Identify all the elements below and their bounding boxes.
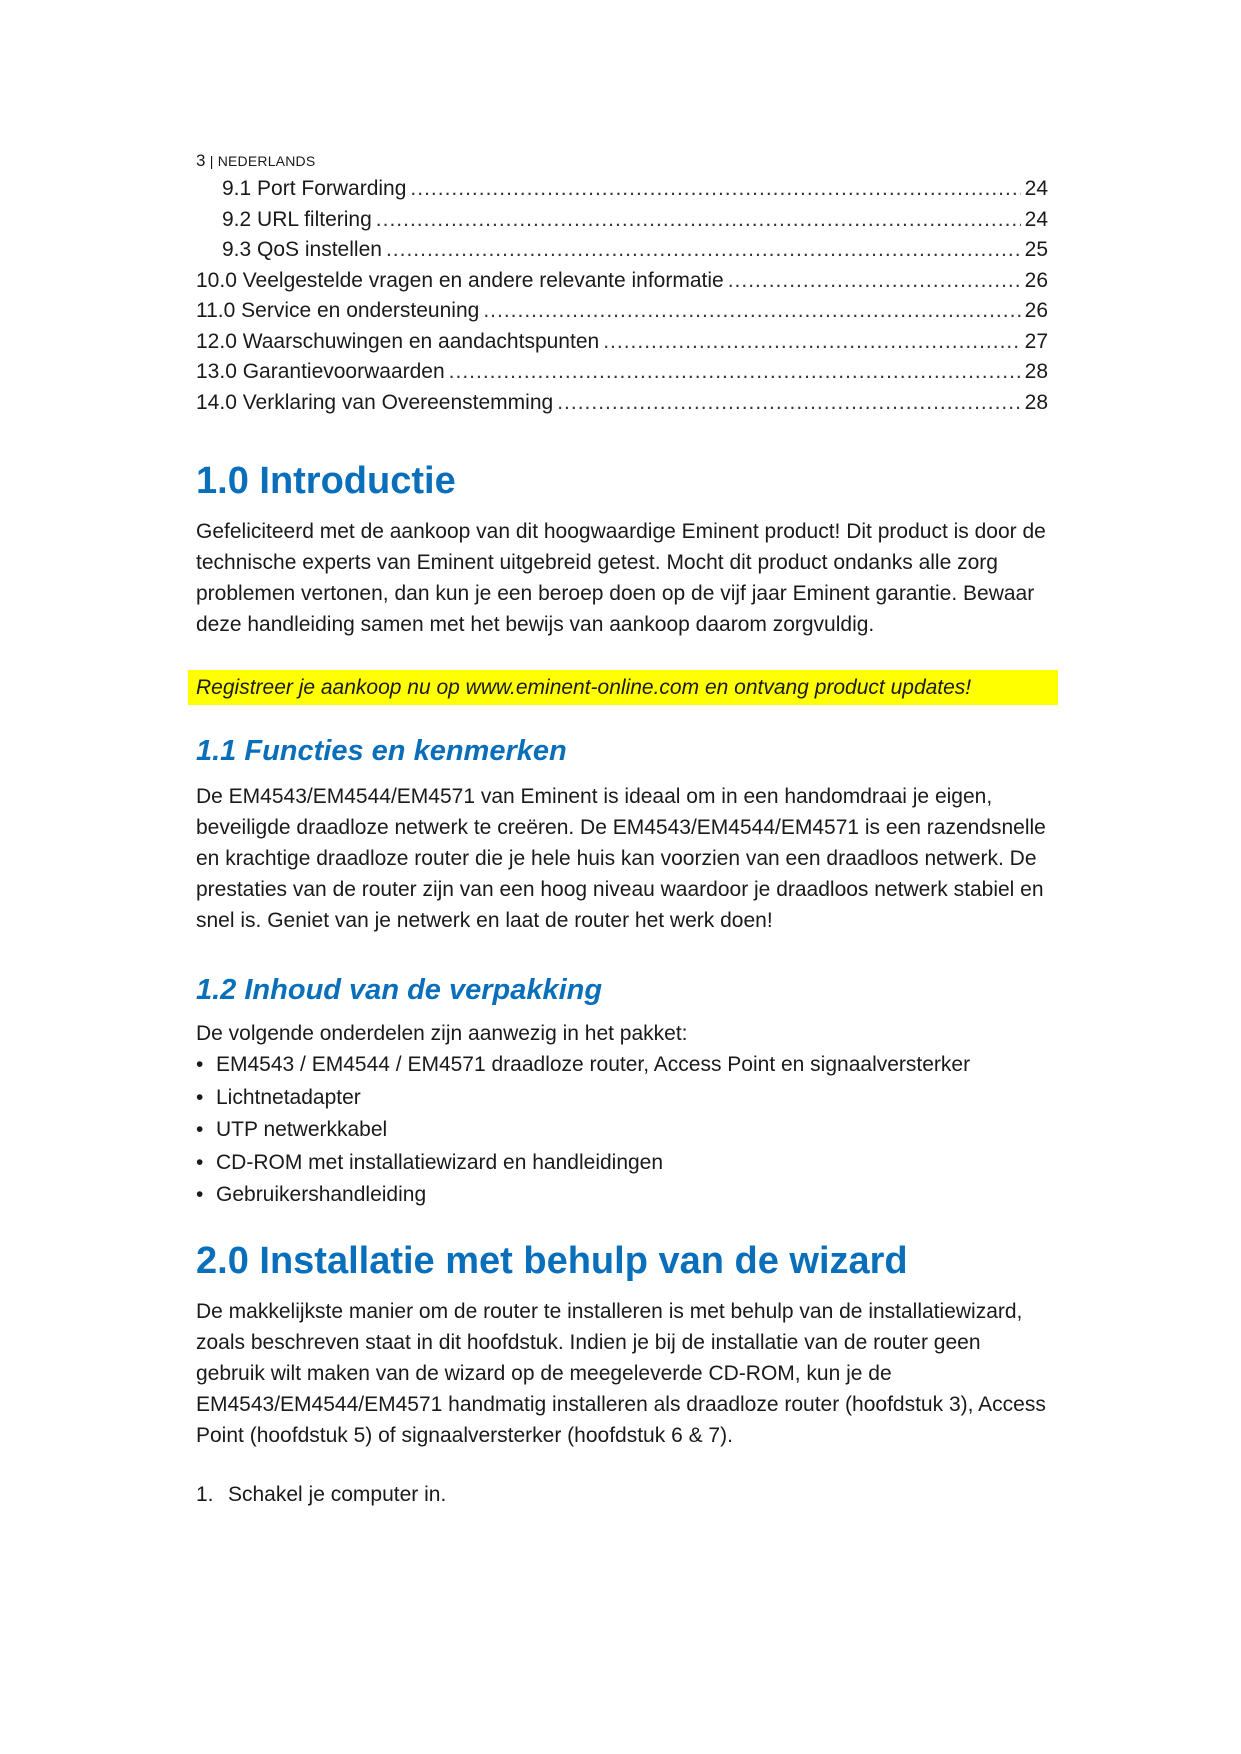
toc-leader-dots <box>386 235 1021 266</box>
toc-entry[interactable] <box>196 327 1048 358</box>
toc-entry-title: 11.0 Service en ondersteuning <box>196 299 480 322</box>
toc-entry-page: 28 <box>1024 390 1048 414</box>
toc-leader-dots <box>557 388 1020 419</box>
toc-entry-title: 10.0 Veelgestelde vragen en andere relevante informatie <box>196 268 724 292</box>
toc-leader-dots <box>376 205 1021 236</box>
bullet: • <box>196 1118 204 1141</box>
toc-entry-title: 12.0 Waarschuwingen en aandachtspunten <box>196 329 600 353</box>
toc-entry-page: 24 <box>1024 207 1048 231</box>
toc-leader-dots <box>483 296 1020 327</box>
toc-leader-dots <box>603 327 1020 358</box>
toc-entry-title: 9.1 Port Forwarding <box>222 177 407 200</box>
page-content <box>196 152 1048 1510</box>
page-header <box>196 152 1048 170</box>
list-item-text: Lichtnetadapter <box>216 1085 361 1109</box>
contents-intro: De volgende onderdelen zijn aanwezig in het pakket: <box>196 1022 688 1045</box>
toc-entry-page: 26 <box>1024 268 1048 292</box>
package-contents-list <box>196 1049 1048 1212</box>
step-text: Schakel je computer in. <box>228 1482 447 1506</box>
toc-entry[interactable] <box>196 296 1048 327</box>
bullet: • <box>196 1085 204 1109</box>
intro-heading: 1.0 Introductie <box>196 460 456 502</box>
toc-leader-dots <box>410 174 1020 205</box>
intro-paragraph: Gefeliciteerd met de aankoop van dit hoogwaardige Eminent product! Dit product is door de technische experts van Eminent uitgebreid getest. Mocht dit product ondanks alle zorg problemen vertonen, dan kun je een beroep doen op de vijf jaar Eminent garantie. Bewaar deze handleiding samen met het bewijs van aankoop daarom zorgvuldig. <box>196 520 1046 636</box>
toc-entry-page: 28 <box>1024 360 1048 383</box>
page-number: 3 <box>196 151 206 170</box>
install-paragraph: De makkelijkste manier om de router te installeren is met behulp van de installatiewizard, zoals beschreven staat in dit hoofdstuk. Indien je bij de installatie van de router geen gebruik wilt maken van de wizard op de meegeleverde CD-ROM, kun je de EM4543/EM4544/EM4571 handmatig installeren als draadloze router (hoofdstuk 3), Access Point (hoofdstuk 5) of signaalversterker (hoofdstuk 6 & 7). <box>196 1299 1046 1447</box>
list-item <box>196 1114 1048 1147</box>
list-item <box>196 1082 1048 1115</box>
bullet: • <box>196 1053 204 1076</box>
features-heading: 1.1 Functies en kenmerken <box>196 735 567 767</box>
header-language: NEDERLANDS <box>217 153 316 169</box>
toc-entry[interactable] <box>196 235 1048 266</box>
toc-leader-dots <box>728 266 1021 297</box>
toc-entry-page: 25 <box>1024 238 1048 261</box>
list-item-text: UTP netwerkkabel <box>216 1118 388 1141</box>
toc-entry-title: 9.2 URL filtering <box>222 207 372 231</box>
toc-entry-title: 9.3 QoS instellen <box>222 238 382 261</box>
toc-entry-title: 14.0 Verklaring van Overeenstemming <box>196 390 554 414</box>
table-of-contents <box>196 174 1048 418</box>
toc-leader-dots <box>449 357 1021 388</box>
list-item-text: CD-ROM met installatiewizard en handleidingen <box>216 1150 664 1174</box>
toc-entry-page: 24 <box>1024 177 1048 200</box>
list-item <box>196 1049 1048 1082</box>
toc-entry-title: 13.0 Garantievoorwaarden <box>196 360 445 383</box>
step-number: 1. <box>196 1482 214 1506</box>
toc-entry[interactable] <box>196 357 1048 388</box>
list-item <box>196 1147 1048 1180</box>
features-paragraph: De EM4543/EM4544/EM4571 van Eminent is ideaal om in een handomdraai je eigen, beveiligde draadloze netwerk te creëren. De EM4543/EM4544/EM4571 is een razendsnelle en krachtige draadloze router die je hele huis kan voorzien van een draadloos netwerk. De prestaties van de router zijn van een hoog niveau waardoor je draadloos netwerk stabiel en snel is. Geniet van je netwerk en laat de router het werk doen! <box>196 785 1046 932</box>
header-separator: | <box>209 153 214 169</box>
toc-entry-page: 26 <box>1024 299 1048 322</box>
install-heading: 2.0 Installatie met behulp van de wizard <box>196 1239 908 1282</box>
bullet: • <box>196 1183 204 1206</box>
toc-entry[interactable] <box>196 205 1048 236</box>
toc-entry[interactable] <box>196 266 1048 297</box>
register-highlight: Registreer je aankoop nu op www.eminent-online.com en ontvang product updates! <box>188 670 1058 705</box>
install-steps <box>196 1479 1048 1510</box>
bullet: • <box>196 1150 204 1174</box>
toc-entry-page: 27 <box>1024 329 1048 353</box>
toc-entry[interactable] <box>196 388 1048 419</box>
toc-entry[interactable] <box>196 174 1048 205</box>
list-item <box>196 1179 1048 1212</box>
list-item-text: Gebruikershandleiding <box>216 1183 427 1206</box>
step-item <box>196 1479 1048 1510</box>
contents-heading: 1.2 Inhoud van de verpakking <box>196 974 603 1006</box>
list-item-text: EM4543 / EM4544 / EM4571 draadloze router, Access Point en signaalversterker <box>216 1053 971 1076</box>
